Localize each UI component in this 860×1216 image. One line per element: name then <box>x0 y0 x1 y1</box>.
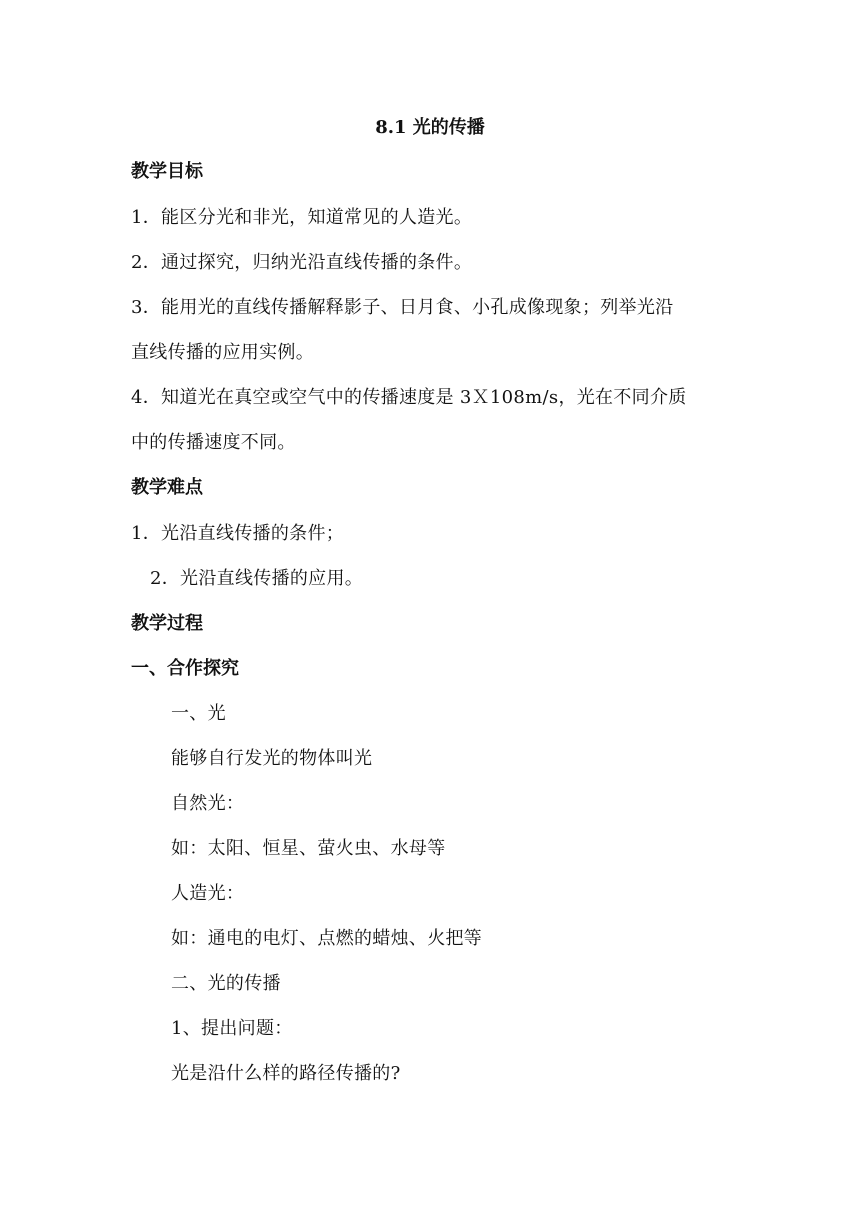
difficulties-heading: 教学难点 <box>131 477 203 498</box>
objective-line: 中的传播速度不同。 <box>131 432 296 453</box>
part1-line: 一、光 <box>171 703 226 724</box>
document-title: 8.1 光的传播 <box>375 117 485 138</box>
part1-line: 如：太阳、恒星、萤火虫、水母等 <box>171 838 446 859</box>
difficulty-line: 1．光沿直线传播的条件； <box>131 523 345 544</box>
part1-line: 1、提出问题： <box>171 1018 293 1039</box>
objective-line: 1．能区分光和非光，知道常见的人造光。 <box>131 207 473 228</box>
part1-line: 自然光： <box>171 793 245 814</box>
objective-line: 4．知道光在真空或空气中的传播速度是 3Ｘ108m/s，光在不同介质 <box>131 387 687 408</box>
objective-line: 2．通过探究，归纳光沿直线传播的条件。 <box>131 252 473 273</box>
part1-line: 如：通电的电灯、点燃的蜡烛、火把等 <box>171 928 483 949</box>
part1-line: 人造光： <box>171 883 245 904</box>
process-heading: 教学过程 <box>131 613 203 634</box>
objective-line: 直线传播的应用实例。 <box>131 342 314 363</box>
part1-line: 能够自行发光的物体叫光 <box>171 748 373 769</box>
difficulty-line: 2．光沿直线传播的应用。 <box>150 568 364 589</box>
objective-line: 3．能用光的直线传播解释影子、日月食、小孔成像现象；列举光沿 <box>131 297 674 318</box>
objectives-heading: 教学目标 <box>131 161 203 182</box>
part1-heading: 一、合作探究 <box>131 658 239 679</box>
part1-line: 二、光的传播 <box>171 973 281 994</box>
part1-line: 光是沿什么样的路径传播的? <box>171 1063 401 1084</box>
